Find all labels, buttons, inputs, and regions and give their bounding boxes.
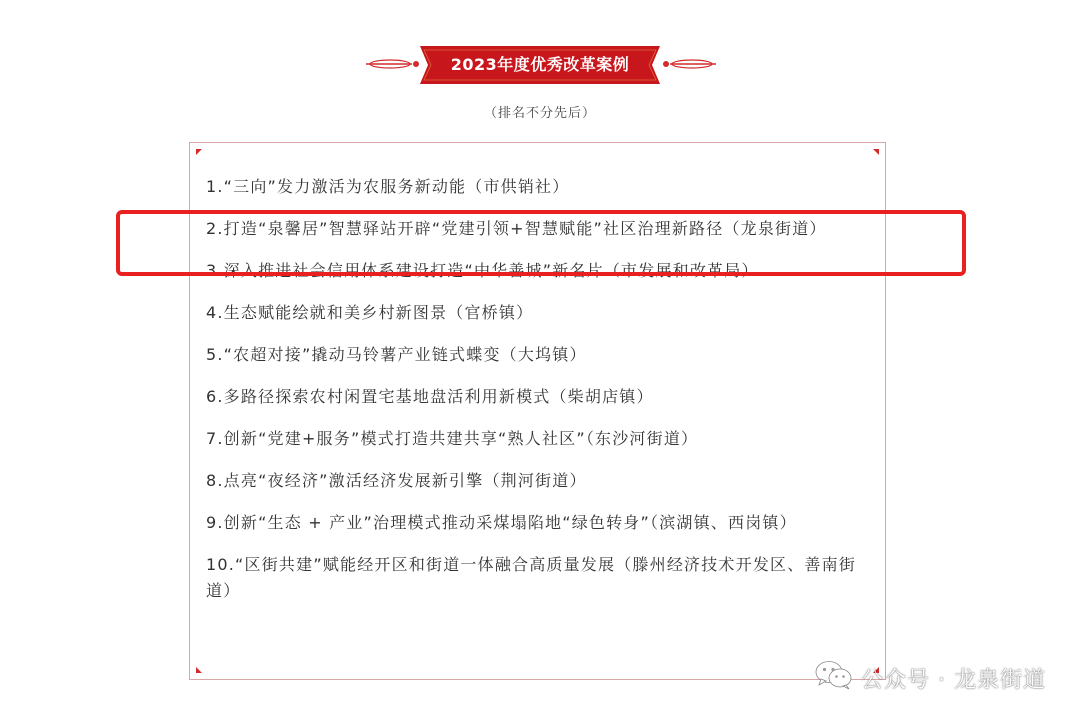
list-item: 8.点亮“夜经济”激活经济发展新引擎（荆河街道） (206, 471, 587, 490)
corner-ornament (873, 149, 879, 155)
banner-left-ornament (366, 56, 420, 75)
list-item: 5.“农超对接”撬动马铃薯产业链式蝶变（大坞镇） (206, 345, 587, 364)
corner-ornament (196, 149, 202, 155)
list-item: 2.打造“泉馨居”智慧驿站开辟“党建引领+智慧赋能”社区治理新路径（龙泉街道） (206, 219, 827, 238)
list-item: 3.深入推进社会信用体系建设打造“中华善城”新名片（市发展和改革局） (206, 261, 759, 280)
title-banner (420, 46, 660, 84)
subtitle: （排名不分先后） (483, 106, 596, 121)
list-item: 7.创新“党建+服务”模式打造共建共享“熟人社区”（东沙河街道） (206, 429, 699, 448)
list-item: 6.多路径探索农村闲置宅基地盘活利用新模式（柴胡店镇） (206, 387, 654, 406)
watermark-text: 公众号 · 龙泉街道 (861, 667, 1046, 693)
list-item: 4.生态赋能绘就和美乡村新图景（官桥镇） (206, 303, 534, 322)
watermark (815, 660, 1046, 696)
list-item: 1.“三向”发力激活为农服务新动能（市供销社） (206, 177, 570, 196)
banner-right-ornament (662, 56, 716, 75)
wechat-icon (815, 660, 853, 696)
list-item: 10.“区街共建”赋能经开区和街道一体融合高质量发展（滕州经济技术开发区、善南街道） (206, 555, 857, 600)
corner-ornament (196, 667, 202, 673)
highlight-annotation-box (116, 210, 966, 276)
list-item: 9.创新“生态 + 产业”治理模式推动采煤塌陷地“绿色转身”（滨湖镇、西岗镇） (206, 513, 797, 532)
page-title: 2023年度优秀改革案例 (450, 55, 630, 74)
